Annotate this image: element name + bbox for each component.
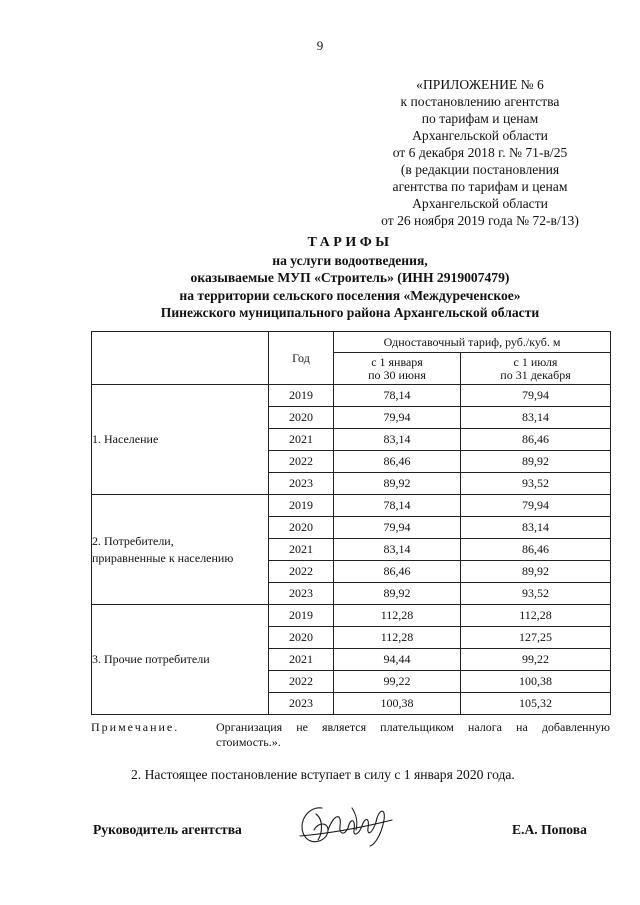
- appendix-line: «ПРИЛОЖЕНИЕ № 6: [416, 77, 544, 92]
- header-year: Год: [269, 332, 334, 385]
- tariff-first-half: 83,14: [334, 429, 461, 451]
- appendix-line: от 26 ноября 2019 года № 72-в/13): [381, 213, 579, 228]
- tariff-second-half: 93,52: [461, 473, 611, 495]
- tariff-first-half: 89,92: [334, 583, 461, 605]
- document-title: [40, 234, 640, 322]
- header-tariff: Одноставочный тариф, руб./куб. м: [334, 332, 611, 353]
- table-row: [92, 385, 611, 407]
- header-period-first-half: [334, 353, 461, 385]
- tariff-second-half: 112,28: [461, 605, 611, 627]
- title-heading: ТАРИФЫ: [307, 235, 393, 250]
- tariff-second-half: 99,22: [461, 649, 611, 671]
- year-cell: 2020: [269, 627, 334, 649]
- signatory-title: Руководитель агентства: [93, 822, 242, 837]
- group-label-line: 3. Прочие потребители: [92, 652, 210, 666]
- tariff-second-half: 105,32: [461, 693, 611, 715]
- year-cell: 2020: [269, 517, 334, 539]
- tariff-second-half: 86,46: [461, 539, 611, 561]
- tariff-second-half: 100,38: [461, 671, 611, 693]
- year-cell: 2022: [269, 561, 334, 583]
- year-cell: 2023: [269, 693, 334, 715]
- period-line: по 30 июня: [368, 367, 426, 382]
- table-row: [92, 605, 611, 627]
- group-label-equivalent-consumers: [92, 495, 269, 605]
- year-cell: 2019: [269, 495, 334, 517]
- tariff-second-half: 83,14: [461, 517, 611, 539]
- tariff-first-half: 83,14: [334, 539, 461, 561]
- group-label-line: 1. Население: [92, 432, 159, 446]
- group-label-line: 2. Потребители,: [92, 533, 174, 548]
- tariff-first-half: 78,14: [334, 495, 461, 517]
- effective-date-clause: 2. Настоящее постановление вступает в силу с 1 января 2020 года.: [131, 767, 515, 782]
- header-period-second-half: [461, 353, 611, 385]
- tariff-second-half: 86,46: [461, 429, 611, 451]
- tariff-first-half: 112,28: [334, 627, 461, 649]
- tariff-first-half: 79,94: [334, 407, 461, 429]
- header-consumer-cell: [92, 332, 269, 385]
- tariff-second-half: 127,25: [461, 627, 611, 649]
- group-label-line: приравненные к населению: [92, 550, 234, 565]
- note-text: Организация не является плательщиком налога на добавленную стоимость.».: [216, 720, 610, 749]
- tariff-first-half: 86,46: [334, 561, 461, 583]
- tariff-first-half: 86,46: [334, 451, 461, 473]
- tariff-first-half: 99,22: [334, 671, 461, 693]
- page-number: 9: [316, 38, 324, 53]
- title-line: оказываемые МУП «Строитель» (ИНН 2919007479): [190, 270, 510, 285]
- period-line: с 1 июля: [513, 354, 558, 369]
- year-cell: 2021: [269, 429, 334, 451]
- appendix-line: к постановлению агентства: [400, 94, 560, 109]
- title-line: Пинежского муниципального района Архангельской области: [160, 305, 540, 320]
- tariff-second-half: 93,52: [461, 583, 611, 605]
- year-cell: 2020: [269, 407, 334, 429]
- appendix-header: [330, 76, 630, 229]
- year-cell: 2021: [269, 539, 334, 561]
- signatory-name: Е.А. Попова: [512, 822, 587, 837]
- tariff-second-half: 89,92: [461, 451, 611, 473]
- appendix-line: от 6 декабря 2018 г. № 71-в/25: [392, 145, 568, 160]
- title-line: на территории сельского поселения «Междуреченское»: [179, 287, 521, 303]
- period-line: по 31 декабря: [500, 367, 571, 382]
- tariff-table: [91, 331, 611, 715]
- appendix-line: агентства по тарифам и ценам: [392, 179, 568, 194]
- year-cell: 2023: [269, 473, 334, 495]
- year-cell: 2023: [269, 583, 334, 605]
- appendix-line: Архангельской области: [412, 196, 548, 211]
- year-cell: 2021: [269, 649, 334, 671]
- period-line: с 1 января: [371, 354, 423, 369]
- year-cell: 2019: [269, 385, 334, 407]
- table-header-row: [92, 332, 611, 353]
- tariff-first-half: 89,92: [334, 473, 461, 495]
- handwritten-signature: [292, 800, 402, 850]
- table-row: [92, 495, 611, 517]
- year-cell: 2019: [269, 605, 334, 627]
- group-label-population: [92, 385, 269, 495]
- tariff-first-half: 78,14: [334, 385, 461, 407]
- tariff-first-half: 79,94: [334, 517, 461, 539]
- group-label-other-consumers: [92, 605, 269, 715]
- tariff-second-half: 89,92: [461, 561, 611, 583]
- title-line: на услуги водоотведения,: [272, 252, 428, 268]
- tariff-second-half: 79,94: [461, 385, 611, 407]
- tariff-first-half: 100,38: [334, 693, 461, 715]
- appendix-line: (в редакции постановления: [400, 162, 560, 177]
- appendix-line: Архангельской области: [412, 128, 548, 143]
- tariff-second-half: 79,94: [461, 495, 611, 517]
- appendix-line: по тарифам и ценам: [421, 111, 539, 126]
- year-cell: 2022: [269, 451, 334, 473]
- year-cell: 2022: [269, 671, 334, 693]
- note-label: Примечание.: [91, 720, 180, 734]
- tariff-first-half: 94,44: [334, 649, 461, 671]
- tariff-first-half: 112,28: [334, 605, 461, 627]
- tariff-second-half: 83,14: [461, 407, 611, 429]
